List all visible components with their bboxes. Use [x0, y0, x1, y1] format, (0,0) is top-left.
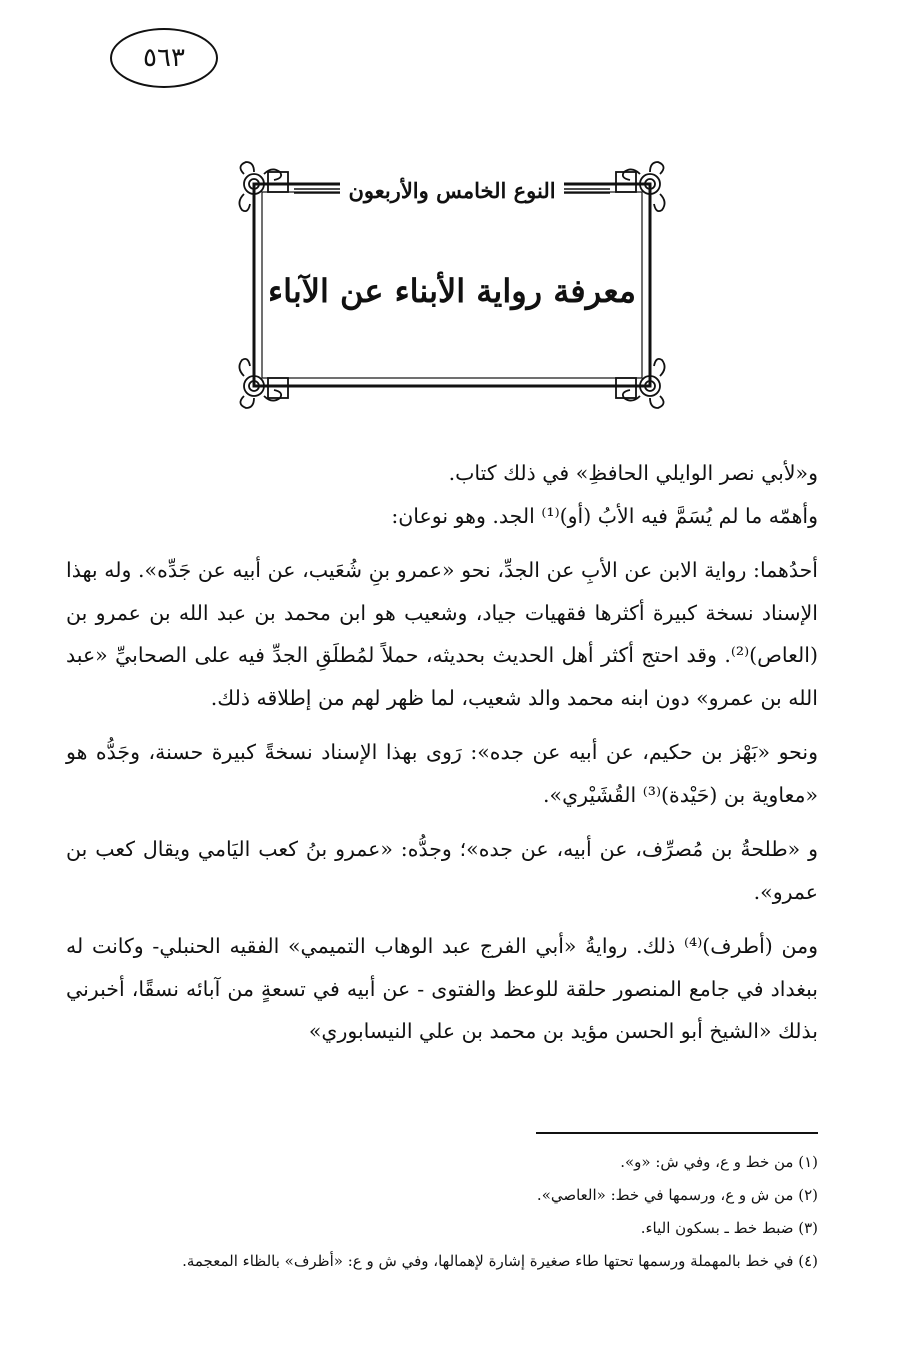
footnote: (٣) ضبط خط ـ بسكون الياء. [640, 1219, 818, 1237]
page-number-text: ٥٦٣ [143, 43, 185, 73]
paragraph: أحدُهما: رواية الابن عن الأبِ عن الجدِّ، نحو «عمرو بنِ شُعَيب، عن أبيه عن جَدِّه». وله بهذا الإسناد نسخة كبيرة أكثرها فقهيات جياد، وشعيب هو ابن محمد بن عبد الله بن عمرو بن (العاص)⁽²⁾. وقد احتج أكثر أهل الحديث بحديثه، حملاً لمُطلَقِ الجدِّ فيه على الصحابيِّ «عبد الله بن عمرو» دون ابنه محمد والد شعيب، لما ظهر لهم من إطلاقه ذلك. [66, 558, 818, 710]
chapter-title: معرفة رواية الأبناء عن الآباء [268, 272, 636, 310]
page-number [110, 28, 218, 88]
paragraph: ومن (أطرف)⁽⁴⁾ ذلك. روايةُ «أبي الفرج عبد الوهاب التميمي» الفقيه الحنبلي- وكانت له ببغداد في جامع المنصور حلقة للوعظ والفتوى - عن أبيه في تسعةٍ من آبائه نسقًا، أخبرني بذلك «الشيخ أبو الحسن مؤيد بن محمد بن علي النيسابوري» [66, 934, 819, 1043]
paragraph: ونحو «بَهْز بن حكيم، عن أبيه عن جده»: رَوى بهذا الإسناد نسخةً كبيرة حسنة، وجَدُّه هو «معاوية بن (حَيْدة)⁽³⁾ القُشَيْري». [66, 740, 818, 807]
paragraph: و«لأبي نصر الوايلي الحافظِ» في ذلك كتاب. [448, 461, 818, 485]
footnote: (١) من خط و ع، وفي ش: «و». [620, 1153, 818, 1171]
footnote: (٤) في خط بالمهملة ورسمها تحتها طاء صغيرة إشارة لإهمالها، وفي ش و ع: «أظرف» بالظاء المعجمة. [182, 1252, 818, 1270]
chapter-title-frame [232, 160, 672, 410]
paragraph: وأهمّه ما لم يُسَمَّ فيه الأبُ (أو)⁽¹⁾ الجد. وهو نوعان: [391, 503, 818, 528]
footnote: (٢) من ش و ع، ورسمها في خط: «العاصي». [536, 1186, 818, 1204]
body-text [66, 452, 818, 1065]
chapter-label [232, 178, 672, 203]
footnote-divider [536, 1132, 818, 1134]
footnotes [66, 1146, 818, 1278]
chapter-label-text: النوع الخامس والأربعون [340, 178, 563, 203]
paragraph: و «طلحةُ بن مُصرِّف، عن أبيه، عن جده»؛ وجدُّه: «عمرو بنُ كعب اليَامي ويقال كعب بن عمرو». [66, 837, 818, 904]
